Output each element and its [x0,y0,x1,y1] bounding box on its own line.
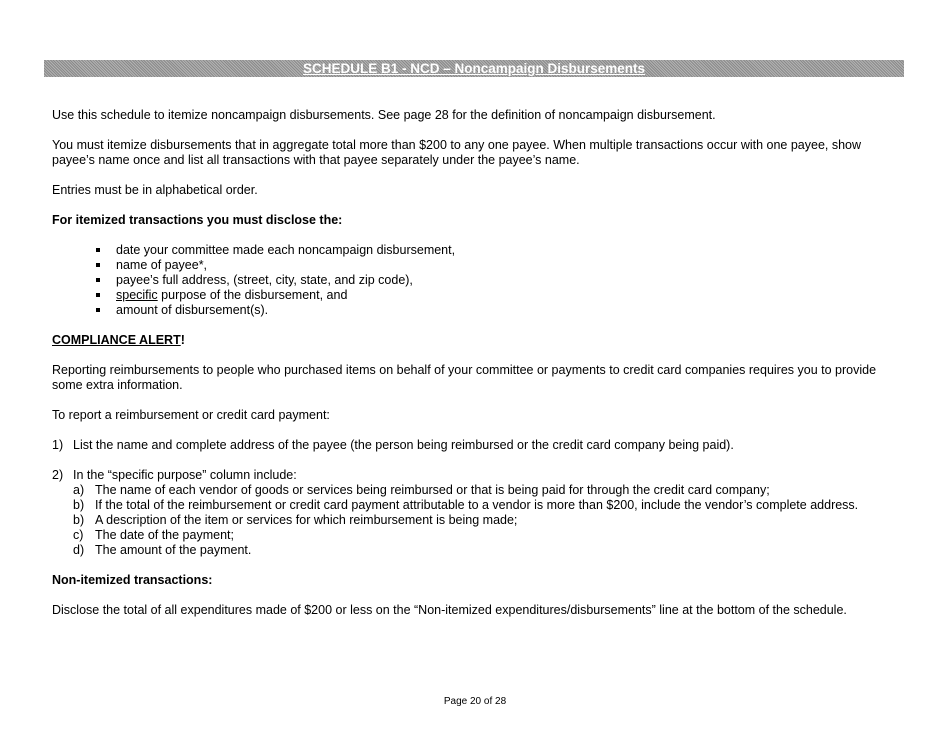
intro-paragraph-3: Entries must be in alphabetical order. [52,183,258,197]
square-bullet-icon [96,278,100,282]
sub-item-label: d) [73,543,85,557]
sub-item [52,528,902,543]
compliance-alert-title: COMPLIANCE ALERT [52,333,181,347]
sub-item-text: The amount of the payment. [95,543,252,557]
square-bullet-icon [96,248,100,252]
itemized-bullet-list [52,243,902,318]
sub-item-label: b) [73,513,85,527]
sub-item [52,498,902,513]
number-label: 1) [52,438,64,452]
sub-item-label: c) [73,528,84,542]
numbered-item-text: List the name and complete address of the payee (the person being reimbursed or the credit card company being paid). [73,438,734,452]
bullet-text: payee’s full address, (street, city, state, and zip code), [116,273,413,287]
intro-paragraph-1: Use this schedule to itemize noncampaign disbursements. See page 28 for the definition of noncampaign disbursement. [52,108,716,122]
specific-purpose-sublist [52,483,902,558]
sub-item [52,513,902,528]
instructions-content [52,108,902,618]
square-bullet-icon [96,308,100,312]
bullet-item-name [52,258,902,273]
specific-underlined-word: specific [116,288,158,302]
square-bullet-icon [96,293,100,297]
intro-paragraph-2: You must itemize disbursements that in aggregate total more than $200 to any one payee. When multiple transactions occur with one payee, show payee’s name once and list all transactions with that payee separately under the payee’s name. [52,138,862,167]
number-label: 2) [52,468,64,482]
sub-item-text: A description of the item or services for which reimbursement is being made; [95,513,518,527]
sub-item-text: If the total of the reimbursement or credit card payment attributable to a vendor is more than $200, include the vendor’s complete address. [95,498,859,512]
bullet-text: name of payee*, [116,258,208,272]
sub-item-label: a) [73,483,85,497]
bullet-text: date your committee made each noncampaign disbursement, [116,243,456,257]
compliance-alert-exclamation: ! [180,333,185,347]
bullet-item-address [52,273,902,288]
sub-item [52,483,902,498]
non-itemized-paragraph: Disclose the total of all expenditures made of $200 or less on the “Non-itemized expenditures/disbursements” line at the bottom of the schedule. [52,603,847,617]
compliance-paragraph-1: Reporting reimbursements to people who purchased items on behalf of your committee or payments to credit card companies requires you to provide some extra information. [52,363,877,392]
numbered-item-text: In the “specific purpose” column include: [73,468,297,482]
bullet-text: amount of disbursement(s). [116,303,269,317]
compliance-paragraph-2: To report a reimbursement or credit card payment: [52,408,330,422]
sub-item-text: The date of the payment; [95,528,234,542]
bullet-item-date [52,243,902,258]
page-number: Page 20 of 28 [443,696,507,707]
numbered-item-1 [52,438,902,453]
bullet-item-purpose [52,288,902,303]
numbered-item-2 [52,468,902,483]
compliance-alert-heading [52,333,902,348]
sub-item-text: The name of each vendor of goods or services being reimbursed or that is being paid for through the credit card company; [95,483,770,497]
itemized-heading: For itemized transactions you must disclose the: [52,213,343,227]
sub-item-label: b) [73,498,85,512]
schedule-title: SCHEDULE B1 - NCD – Noncampaign Disbursements [302,61,646,76]
bullet-text: purpose of the disbursement, and [161,288,348,302]
non-itemized-heading: Non-itemized transactions: [52,573,213,587]
bullet-item-amount [52,303,902,318]
schedule-header-bar [44,60,904,77]
sub-item [52,543,902,558]
square-bullet-icon [96,263,100,267]
